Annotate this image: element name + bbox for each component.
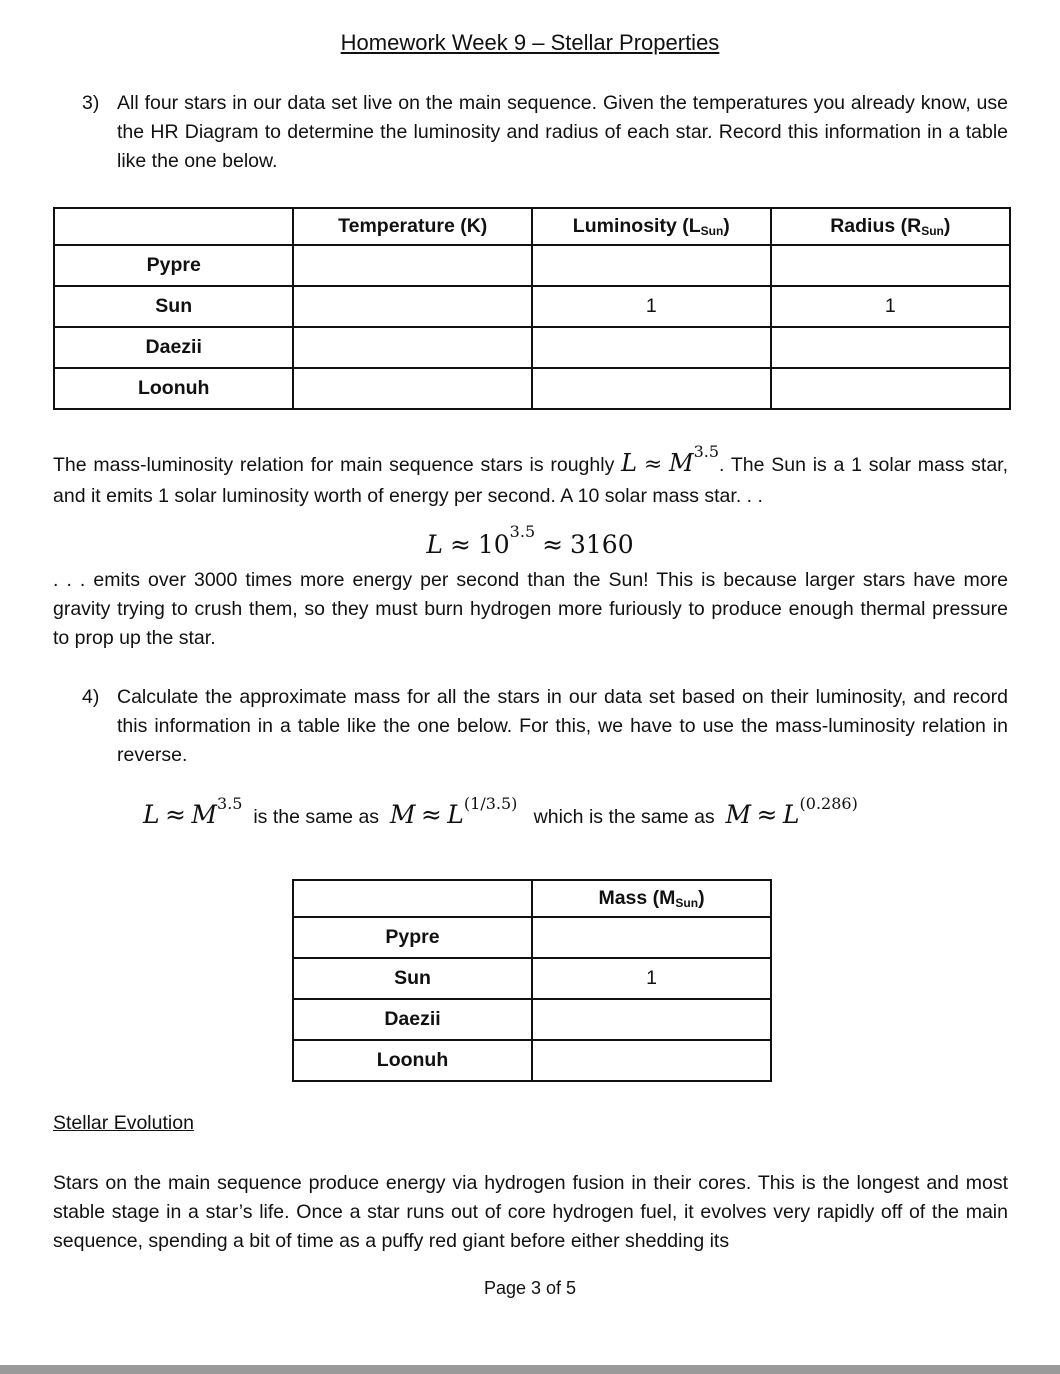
mass-cell [532,999,771,1040]
table-row [54,327,1010,368]
mass-cell: 1 [532,958,771,999]
temperature-cell [293,327,532,368]
viewer-bottom-bar [0,1365,1060,1374]
table-header-row [54,208,1010,245]
radius-cell [771,327,1010,368]
star-name-cell: Daezii [54,327,293,368]
table-row [54,368,1010,409]
star-name-cell: Pypre [293,917,532,958]
luminosity-explanation-paragraph: . . . emits over 3000 times more energy per second than the Sun! This is because larger stars have more gravity trying to crush them, so they must burn hydrogen more furiously to produce enough thermal pressure to prop up the star. [53,569,1008,649]
star-name-cell: Pypre [54,245,293,286]
star-properties-table [53,207,1011,410]
mass-luminosity-paragraph: The mass-luminosity relation for main sequence stars is roughly $L \approx M^{3.5}$. The Sun is a 1 solar mass star, and it emits 1 solar luminosity worth of energy per second. A 10 solar mass star. . . [53,442,1008,507]
luminosity-cell [532,368,771,409]
star-name-cell: Sun [54,286,293,327]
formula-M: M [669,449,694,477]
temperature-cell [293,245,532,286]
question-4 [82,683,1008,770]
question-4-number: 4) [82,686,100,708]
table-row [54,245,1010,286]
example-equation: $L \approx 10^{3.5} \approx 3160$ [426,522,634,559]
question-3-text: All four stars in our data set live on the main sequence. Given the temperatures you already know, use the HR Diagram to determine the luminosity and radius of each star. Record this information in a table like the one below. [117,92,1008,172]
luminosity-cell [532,245,771,286]
mass-luminosity-reverse-relation: $L \approx M^{3.5}$ is the same as $M \approx L^{(1/3.5)}$ which is the same as $M \approx L^{(0.286)}$ [143,794,858,829]
table-header-blank [293,880,532,917]
radius-cell [771,245,1010,286]
table-header-temperature: Temperature (K) [293,208,532,245]
table-header-blank [54,208,293,245]
formula-exponent: 3.5 [693,442,720,461]
page-title: Homework Week 9 – Stellar Properties [340,30,720,55]
table-header-row [293,880,771,917]
star-name-cell: Sun [293,958,532,999]
question-4-text: Calculate the approximate mass for all the stars in our data set based on their luminosity, and record this information in a table like the one below. For this, we have to use the mass-luminosity relation in reverse. [117,686,1008,766]
star-name-cell: Loonuh [293,1040,532,1081]
table-header-radius: Radius $(R_{Sun})$ [771,208,1010,245]
table-row [293,917,771,958]
temperature-cell [293,368,532,409]
radius-cell [771,368,1010,409]
temperature-cell [293,286,532,327]
stellar-evolution-paragraph: Stars on the main sequence produce energy via hydrogen fusion in their cores. This is the longest and most stable stage in a star’s life. Once a star runs out of core hydrogen fuel, it evolves very rapidly off of the main sequence, spending a bit of time as a puffy red giant before either shedding its [53,1172,1008,1252]
mass-cell [532,1040,771,1081]
table-row [293,958,771,999]
question-3-number: 3) [82,92,100,114]
mass-cell [532,917,771,958]
table-header-mass: Mass $(M_{Sun})$ [532,880,771,917]
table-header-luminosity: Luminosity $(L_{Sun})$ [532,208,771,245]
page-number: Page 3 of 5 [483,1278,577,1298]
question-3 [82,89,1008,176]
star-name-cell: Loonuh [54,368,293,409]
star-name-cell: Daezii [293,999,532,1040]
luminosity-cell: 1 [532,286,771,327]
formula-L: L [621,449,638,477]
table-row [293,999,771,1040]
mass-table [292,879,772,1082]
luminosity-cell [532,327,771,368]
table-row [54,286,1010,327]
table-row [293,1040,771,1081]
section-heading-stellar-evolution: Stellar Evolution [53,1112,194,1134]
radius-cell: 1 [771,286,1010,327]
